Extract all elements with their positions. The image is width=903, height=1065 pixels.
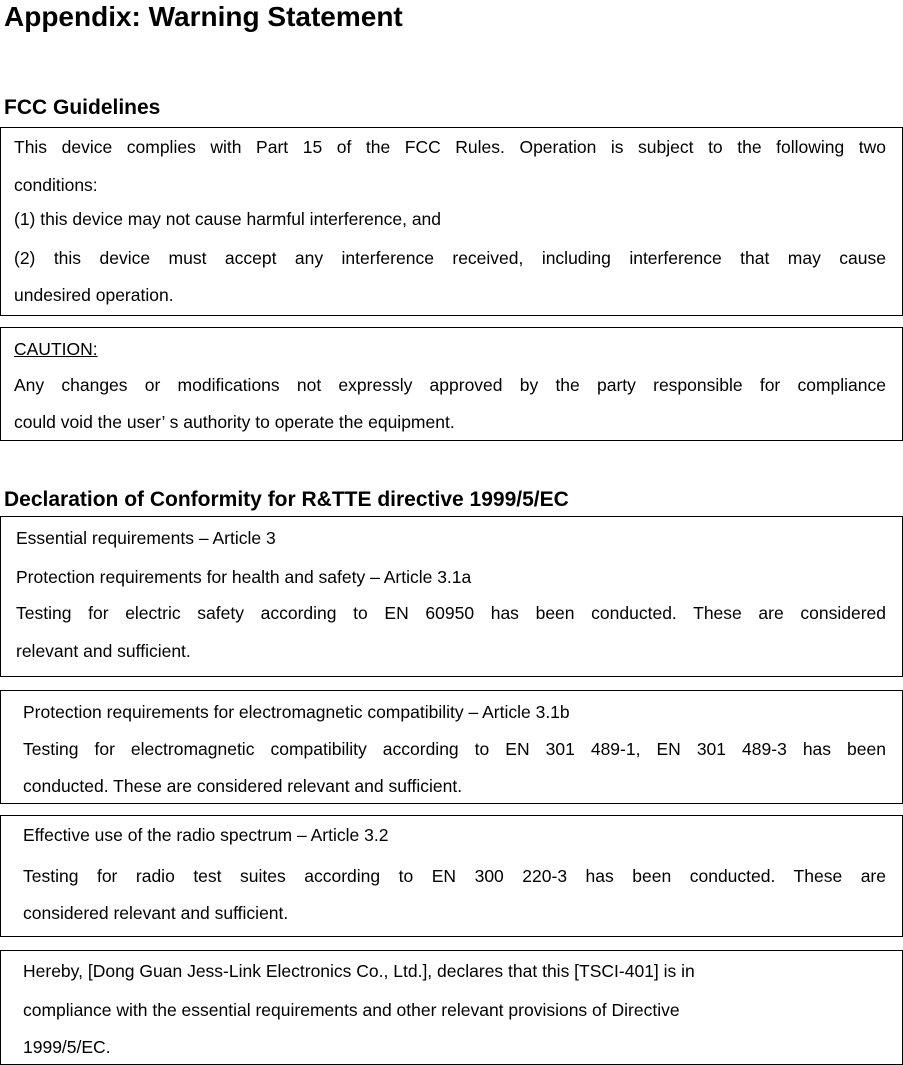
doc-text-line: conducted. These are considered relevant and sufficient. <box>23 776 463 796</box>
fcc-text-line: (2) this device must accept any interference received, including interference that may cause <box>14 248 886 268</box>
emc-box <box>0 690 903 804</box>
declaration-text-line: compliance with the essential requirements and other relevant provisions of Directive <box>23 1000 680 1020</box>
fcc-text-line: (1) this device may not cause harmful interference, and <box>14 209 442 229</box>
fcc-text-line: conditions: <box>14 175 98 195</box>
declaration-text-line: 1999/5/EC. <box>23 1037 111 1057</box>
doc-heading: Declaration of Conformity for R&TTE directive 1999/5/EC <box>4 488 569 511</box>
declaration-text-line: Hereby, [Dong Guan Jess-Link Electronics Co., Ltd.], declares that this [TSCI-401] is in <box>23 961 695 981</box>
fcc-text-line: This device complies with Part 15 of the FCC Rules. Operation is subject to the following two <box>14 137 886 157</box>
caution-text-line: could void the user’ s authority to operate the equipment. <box>14 412 455 432</box>
doc-text-line: Testing for electromagnetic compatibility according to EN 301 489-1, EN 301 489-3 has been <box>23 739 886 759</box>
radio-spectrum-box <box>0 815 903 937</box>
doc-text-line: Testing for radio test suites according to EN 300 220-3 has been conducted. These are <box>23 866 886 886</box>
doc-text-line: considered relevant and sufficient. <box>23 903 289 923</box>
doc-text-line: Effective use of the radio spectrum – Article 3.2 <box>23 825 389 845</box>
fcc-conditions-box <box>0 127 903 316</box>
doc-text-line: relevant and sufficient. <box>16 641 191 661</box>
declaration-box <box>0 950 903 1065</box>
fcc-text-line: undesired operation. <box>14 285 174 305</box>
doc-text-line: Protection requirements for health and safety – Article 3.1a <box>16 567 472 587</box>
page-title: Appendix: Warning Statement <box>4 1 403 32</box>
caution-label: CAUTION: <box>14 339 98 359</box>
caution-box <box>0 327 903 441</box>
fcc-heading: FCC Guidelines <box>4 96 161 119</box>
doc-text-line: Protection requirements for electromagnetic compatibility – Article 3.1b <box>23 702 570 722</box>
caution-text-line: Any changes or modifications not expressly approved by the party responsible for compliance <box>14 375 886 395</box>
essential-requirements-box <box>0 516 903 677</box>
doc-text-line: Essential requirements – Article 3 <box>16 528 276 548</box>
doc-text-line: Testing for electric safety according to EN 60950 has been conducted. These are considered <box>16 603 886 623</box>
